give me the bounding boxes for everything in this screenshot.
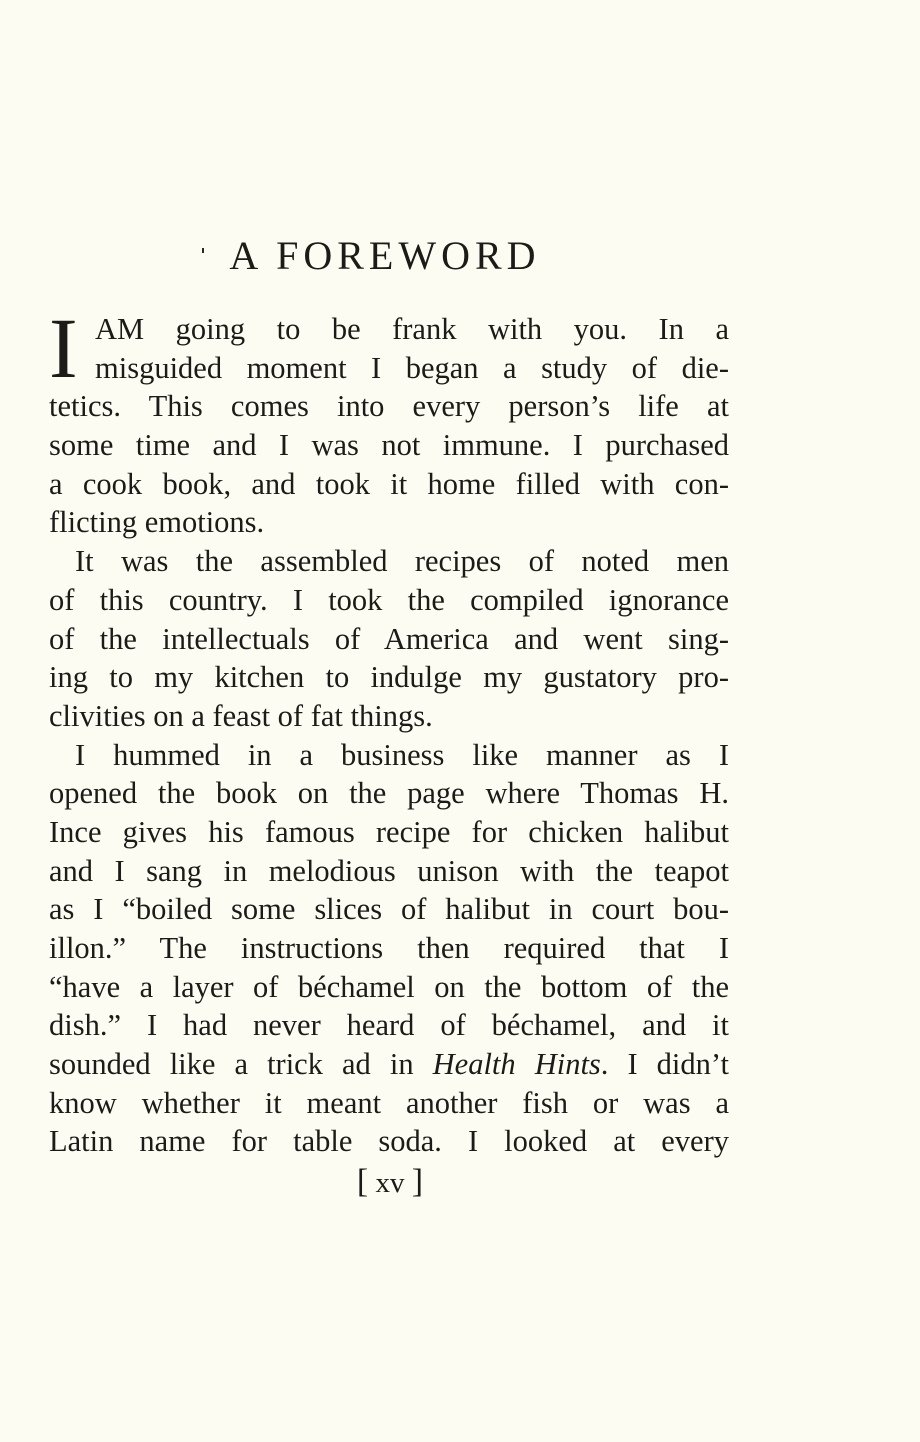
paragraph-1 (49, 300, 729, 542)
text-line: opened the book on the page where Thomas H. (49, 776, 729, 811)
text-line: AM going to be frank with you. In a (95, 312, 729, 346)
page-number (0, 1162, 780, 1203)
drop-cap: I (49, 300, 78, 396)
chapter-title: A FOREWORD (229, 233, 541, 278)
text-line: and I sang in melodious unison with the teapot (49, 853, 729, 888)
text-line: of this country. I took the compiled ignorance (49, 582, 729, 617)
text-line: flicting emotions. (49, 505, 265, 540)
folio-bracket-close: ] (411, 1163, 424, 1200)
text-line: I hummed in a business like manner as I (75, 737, 729, 772)
text-line: Latin name for table soda. I looked at every (49, 1124, 729, 1159)
text-line: know whether it meant another fish or was a (49, 1085, 729, 1120)
text-line: It was the assembled recipes of noted men (75, 544, 729, 579)
folio-number: xv (375, 1167, 405, 1199)
text-line: of the intellectuals of America and went sing- (49, 621, 729, 656)
paragraph-3 (49, 736, 729, 1162)
body-text (49, 300, 729, 1161)
text-line (49, 1045, 729, 1084)
italic-title: Health Hints (432, 1047, 601, 1082)
text-line: as I “boiled some slices of halibut in court bou- (49, 892, 729, 927)
text-line: “have a layer of béchamel on the bottom of the (49, 969, 729, 1004)
text-run: sounded like a trick ad in (49, 1047, 433, 1082)
text-line: misguided moment I began a study of die- (95, 350, 729, 385)
text-run: . I didn’t (600, 1047, 729, 1082)
text-line: clivities on a feast of fat things. (49, 698, 433, 733)
folio-bracket-open: [ (356, 1163, 369, 1200)
paragraph-2 (49, 542, 729, 735)
text-line: some time and I was not immune. I purchased (49, 428, 729, 463)
text-line: Ince gives his famous recipe for chicken halibut (49, 814, 729, 849)
text-line: dish.” I had never heard of béchamel, and it (49, 1008, 729, 1043)
text-line: ing to my kitchen to indulge my gustatory pro- (49, 660, 729, 695)
text-line: illon.” The instructions then required that I (49, 931, 729, 965)
text-line: a cook book, and took it home filled with con- (49, 466, 729, 501)
text-line: tetics. This comes into every person’s life at (49, 389, 729, 424)
